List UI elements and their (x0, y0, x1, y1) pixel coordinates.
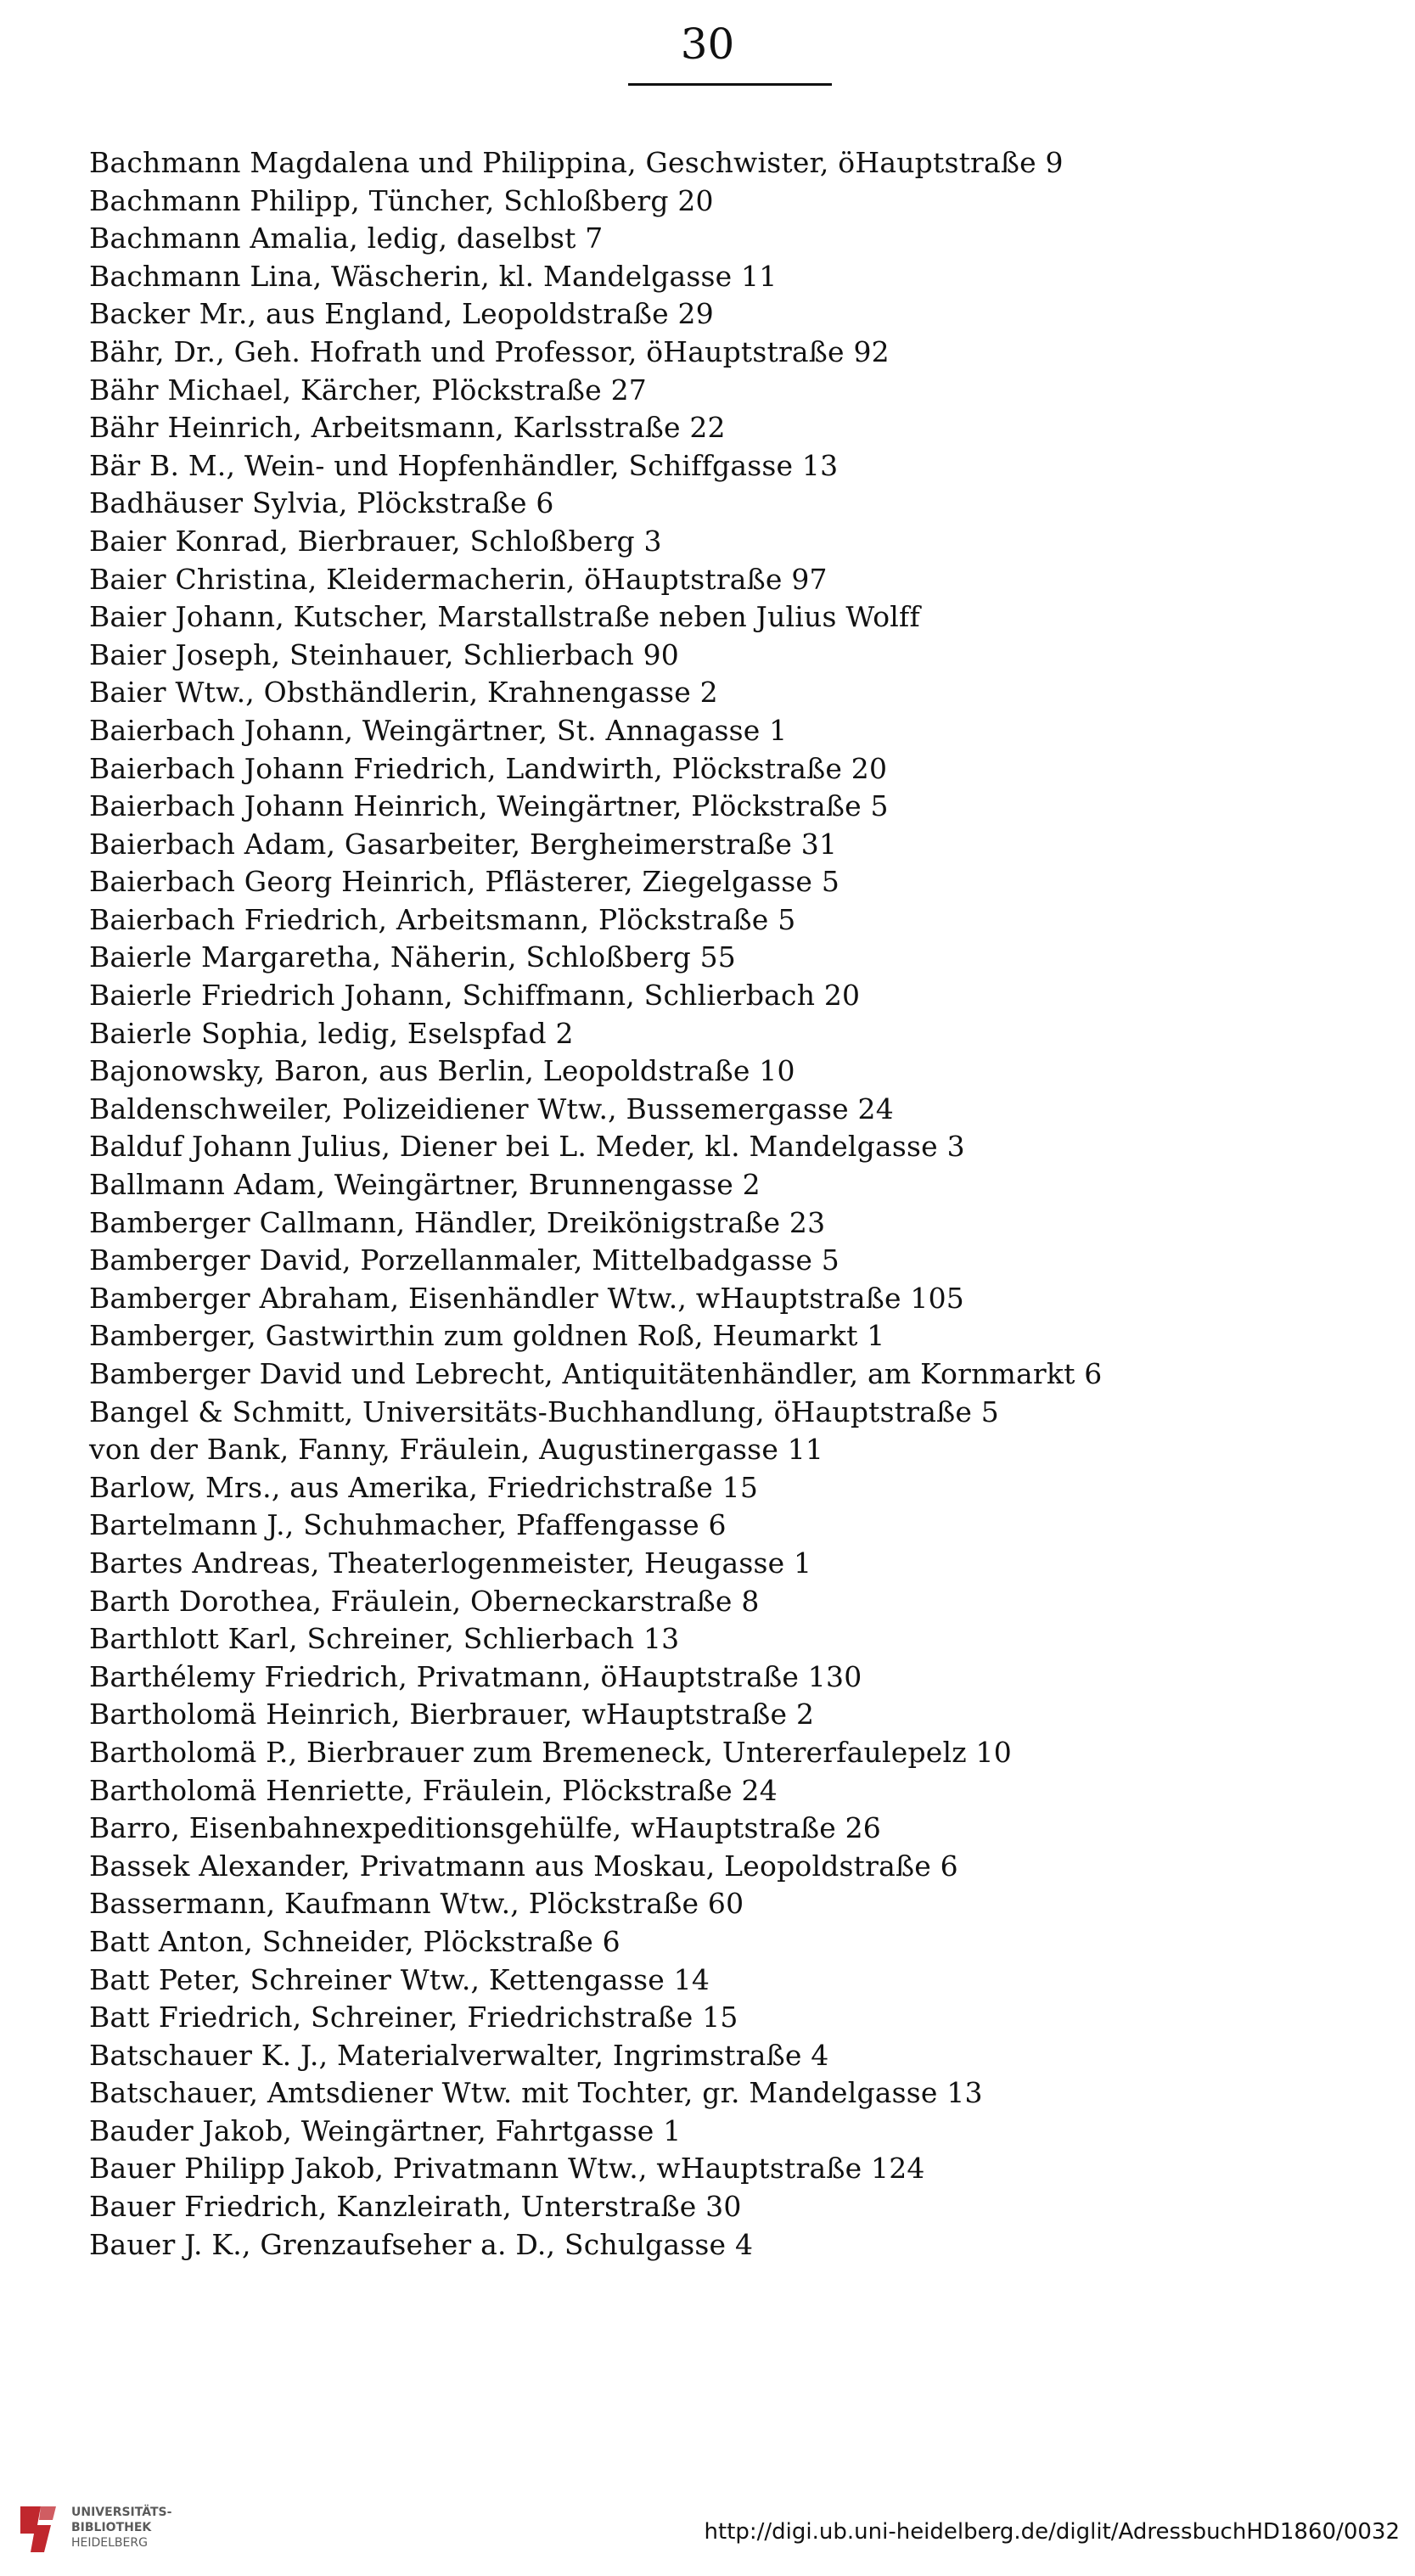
directory-entry: Bartes Andreas, Theaterlogenmeister, Heugasse 1 (89, 1546, 812, 1580)
source-url[interactable]: http://digi.ub.uni-heidelberg.de/diglit/AdressbuchHD1860/0032 (704, 2519, 1400, 2545)
directory-entry: Baierle Sophia, ledig, Eselspfad 2 (89, 1016, 574, 1050)
directory-entry: Batt Friedrich, Schreiner, Friedrichstraße 15 (89, 2001, 738, 2034)
directory-entry: Bachmann Amalia, ledig, daselbst 7 (89, 222, 604, 255)
header-rule (628, 83, 832, 86)
directory-entry: Bangel & Schmitt, Universitäts-Buchhandlung, öHauptstraße 5 (89, 1395, 999, 1428)
directory-entry: Bauder Jakob, Weingärtner, Fahrtgasse 1 (89, 2113, 682, 2147)
directory-entry: Batschauer K. J., Materialverwalter, Ingrimstraße 4 (89, 2038, 829, 2072)
directory-entry: Bauer Philipp Jakob, Privatmann Wtw., wHauptstraße 124 (89, 2152, 925, 2186)
directory-entry: Bassermann, Kaufmann Wtw., Plöckstraße 60 (89, 1887, 744, 1921)
library-seal-icon (15, 2500, 61, 2559)
directory-entry: Bartelmann J., Schuhmacher, Pfaffengasse 6 (89, 1508, 727, 1542)
directory-entry: Bamberger Abraham, Eisenhändler Wtw., wHauptstraße 105 (89, 1281, 964, 1315)
directory-entry: Baierbach Johann Heinrich, Weingärtner, Plöckstraße 5 (89, 789, 889, 823)
directory-entry: Baldenschweiler, Polizeidiener Wtw., Bussemergasse 24 (89, 1092, 894, 1125)
library-logo (15, 2500, 219, 2559)
directory-entry: Bähr, Dr., Geh. Hofrath und Professor, öHauptstraße 92 (89, 334, 890, 368)
directory-entry: Baier Konrad, Bierbrauer, Schloßberg 3 (89, 524, 662, 558)
directory-entry: Baier Wtw., Obsthändlerin, Krahnengasse 2 (89, 676, 718, 710)
directory-entry: Baier Christina, Kleidermacherin, öHauptstraße 97 (89, 562, 828, 596)
library-name: UNIVERSITÄTS- BIBLIOTHEK HEIDELBERG (71, 2506, 172, 2550)
directory-entry: Batschauer, Amtsdiener Wtw. mit Tochter, gr. Mandelgasse 13 (89, 2076, 983, 2110)
directory-entry: Backer Mr., aus England, Leopoldstraße 29 (89, 297, 714, 331)
directory-entry: Barro, Eisenbahnexpeditionsgehülfe, wHauptstraße 26 (89, 1811, 882, 1845)
directory-entry: Bachmann Philipp, Tüncher, Schloßberg 20 (89, 183, 714, 217)
directory-entry: Bamberger David, Porzellanmaler, Mittelbadgasse 5 (89, 1243, 839, 1277)
directory-entry: Bauer J. K., Grenzaufseher a. D., Schulgasse 4 (89, 2227, 754, 2261)
directory-entry: Bamberger, Gastwirthin zum goldnen Roß, Heumarkt 1 (89, 1319, 885, 1353)
directory-entry: Baierle Margaretha, Näherin, Schloßberg 55 (89, 940, 737, 974)
directory-entry: Batt Anton, Schneider, Plöckstraße 6 (89, 1924, 620, 1958)
directory-entry: Baierbach Adam, Gasarbeiter, Bergheimerstraße 31 (89, 827, 838, 861)
directory-entry: Baier Joseph, Steinhauer, Schlierbach 90 (89, 637, 680, 671)
directory-entry: Barlow, Mrs., aus Amerika, Friedrichstraße 15 (89, 1470, 759, 1504)
directory-entry: Bartholomä Henriette, Fräulein, Plöckstraße 24 (89, 1773, 778, 1807)
directory-entry: Barthlott Karl, Schreiner, Schlierbach 13 (89, 1622, 680, 1656)
directory-entry: Bähr Michael, Kärcher, Plöckstraße 27 (89, 373, 647, 407)
directory-entry: Barth Dorothea, Fräulein, Oberneckarstraße 8 (89, 1584, 760, 1618)
directory-entry: Bachmann Magdalena und Philippina, Geschwister, öHauptstraße 9 (89, 146, 1064, 179)
page-number: 30 (680, 20, 735, 69)
directory-entry: Balduf Johann Julius, Diener bei L. Meder, kl. Mandelgasse 3 (89, 1130, 965, 1164)
directory-entry: Bajonowsky, Baron, aus Berlin, Leopoldstraße 10 (89, 1054, 795, 1088)
directory-entry: Bamberger David und Lebrecht, Antiquitätenhändler, am Kornmarkt 6 (89, 1357, 1103, 1390)
directory-entry: Barthélemy Friedrich, Privatmann, öHauptstraße 130 (89, 1659, 862, 1693)
directory-entries (89, 144, 1345, 2264)
directory-entry: von der Bank, Fanny, Fräulein, Augustinergasse 11 (89, 1433, 824, 1467)
directory-entry: Bassek Alexander, Privatmann aus Moskau, Leopoldstraße 6 (89, 1849, 958, 1883)
directory-entry: Bähr Heinrich, Arbeitsmann, Karlsstraße 22 (89, 411, 726, 445)
directory-entry: Baierbach Johann Friedrich, Landwirth, Plöckstraße 20 (89, 751, 888, 785)
directory-entry: Bauer Friedrich, Kanzleirath, Unterstraße 30 (89, 2190, 742, 2224)
directory-entry: Baierle Friedrich Johann, Schiffmann, Schlierbach 20 (89, 979, 861, 1013)
directory-entry: Bär B. M., Wein- und Hopfenhändler, Schiffgasse 13 (89, 448, 839, 482)
directory-entry: Badhäuser Sylvia, Plöckstraße 6 (89, 486, 554, 520)
directory-entry: Baier Johann, Kutscher, Marstallstraße neben Julius Wolff (89, 600, 920, 634)
directory-entry: Batt Peter, Schreiner Wtw., Kettengasse 14 (89, 1962, 710, 1996)
directory-entry: Bartholomä Heinrich, Bierbrauer, wHauptstraße 2 (89, 1698, 815, 1731)
directory-entry: Baierbach Friedrich, Arbeitsmann, Plöckstraße 5 (89, 902, 796, 936)
directory-entry: Baierbach Johann, Weingärtner, St. Annagasse 1 (89, 713, 788, 747)
directory-entry: Ballmann Adam, Weingärtner, Brunnengasse 2 (89, 1168, 761, 1202)
directory-entry: Bachmann Lina, Wäscherin, kl. Mandelgasse 11 (89, 259, 778, 293)
directory-entry: Baierbach Georg Heinrich, Pflästerer, Ziegelgasse 5 (89, 865, 840, 899)
directory-entry: Bamberger Callmann, Händler, Dreikönigstraße 23 (89, 1205, 826, 1239)
directory-entry: Bartholomä P., Bierbrauer zum Bremeneck, Untererfaulepelz 10 (89, 1735, 1012, 1769)
